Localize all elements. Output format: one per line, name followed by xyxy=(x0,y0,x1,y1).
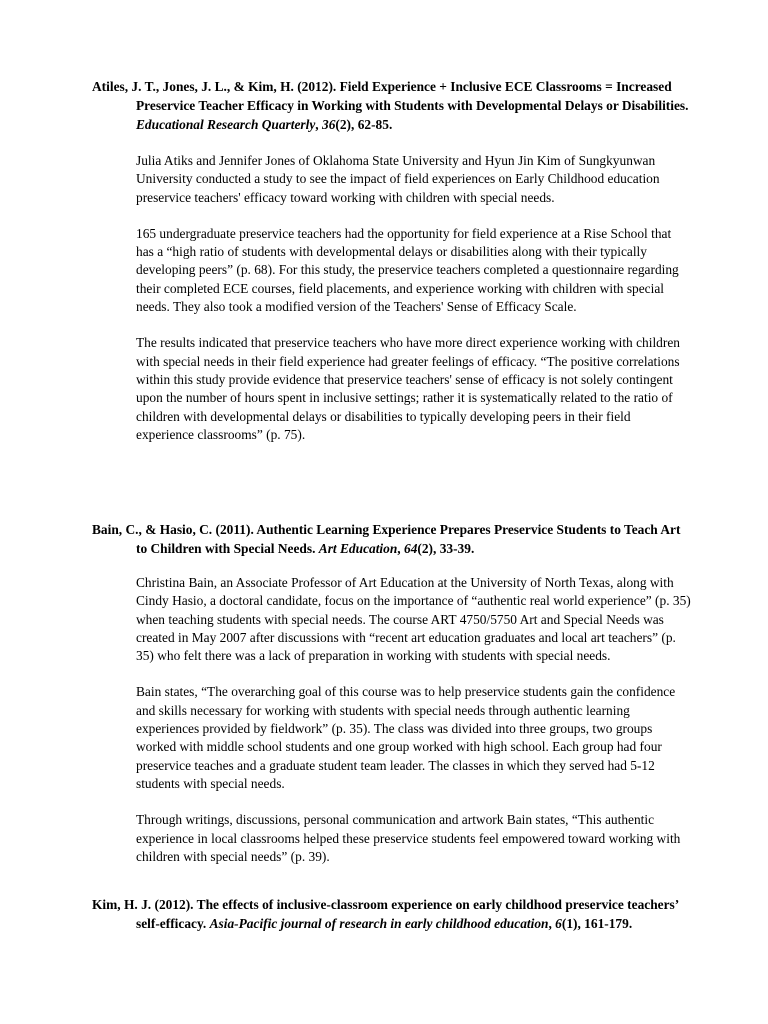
journal-title: Asia-Pacific journal of research in early childhood education xyxy=(209,916,549,931)
bibliography-entry xyxy=(92,77,692,444)
citation xyxy=(92,895,692,933)
journal-volume: 36 xyxy=(322,117,336,132)
bibliography-entry xyxy=(92,895,692,933)
annotation-paragraph: Through writings, discussions, personal communication and artwork Bain states, “This authentic experience in local classrooms helped these preservice students feel empowered toward working with children with special needs” (p. 39). xyxy=(136,812,681,864)
citation-issue-pages: (2), 33-39. xyxy=(417,541,475,556)
annotation-paragraph: The results indicated that preservice teachers who have more direct experience working with children with special needs in their field experience had greater feelings of efficacy. “The positive correlations within this study provide evidence that preservice teachers' sense of efficacy is not solely contingent upon the number of hours spent in inclusive settings; rather it is systematically related to the ratio of children with developmental delays or disabilities to typically developing peers in their field experience classrooms” (p. 75). xyxy=(136,335,680,442)
citation-authors-title: Bain, C., & Hasio, C. (2011). Authentic Learning Experience Prepares Preservice Students to Teach Art to Children with Special Needs. xyxy=(92,522,681,556)
annotation-paragraph: Bain states, “The overarching goal of this course was to help preservice students gain the confidence and skills necessary for working with students with special needs through authentic learning experiences provided by fieldwork” (p. 35). The class was divided into three groups, two groups worked with middle school students and one group worked with high school. Each group had four preservice teaches and a graduate student team leader. The classes in which they served had 5-12 students with special needs. xyxy=(136,684,676,791)
annotation-paragraph: 165 undergraduate preservice teachers had the opportunity for field experience at a Rise School that has a “high ratio of students with developmental delays or disabilities along with their typically developing peers” (p. 68). For this study, the preservice teachers completed a questionnaire regarding their completed ECE courses, field placements, and experience working with children with special needs. They also took a modified version of the Teachers' Sense of Efficacy Scale. xyxy=(136,225,679,315)
annotation-paragraph: Julia Atiks and Jennifer Jones of Oklahoma State University and Hyun Jin Kim of Sungkyunwan University conducted a study to see the impact of field experiences on Early Childhood education preservice teachers' efficacy toward working with children with special needs. xyxy=(136,153,660,205)
citation-separator: , xyxy=(397,541,404,556)
citation xyxy=(92,520,692,558)
citation-issue-pages: (2), 62-85. xyxy=(335,117,393,132)
citation-authors-title: Atiles, J. T., Jones, J. L., & Kim, H. (2012). Field Experience + Inclusive ECE Classrooms = Increased Preservice Teacher Efficacy in Working with Students with Developmental Delays or Disabilities. xyxy=(92,79,689,113)
citation-separator: , xyxy=(548,916,556,931)
citation-separator: , xyxy=(315,117,322,132)
journal-volume: 64 xyxy=(404,541,418,556)
citation-authors-title: Kim, H. J. (2012). The effects of inclusive-classroom experience on early childhood preservice teachers’ self-efficacy. xyxy=(92,897,679,931)
citation xyxy=(92,77,692,134)
journal-title: Educational Research Quarterly xyxy=(136,117,316,132)
journal-title: Art Education xyxy=(318,541,398,556)
bibliography-entry xyxy=(92,520,692,866)
journal-volume: 6 xyxy=(555,916,562,931)
annotation-paragraph: Christina Bain, an Associate Professor of Art Education at the University of North Texas, along with Cindy Hasio, a doctoral candidate, focus on the importance of “authentic real world experience” (p. 35) when teaching students with special needs. The course ART 4750/5750 Art and Special Needs was created in May 2007 after discussions with “recent art education graduates and local art teachers” (p. 35) who felt there was a lack of preparation in working with students with special needs. xyxy=(136,575,691,664)
citation-issue-pages: (1), 161-179. xyxy=(561,916,633,931)
